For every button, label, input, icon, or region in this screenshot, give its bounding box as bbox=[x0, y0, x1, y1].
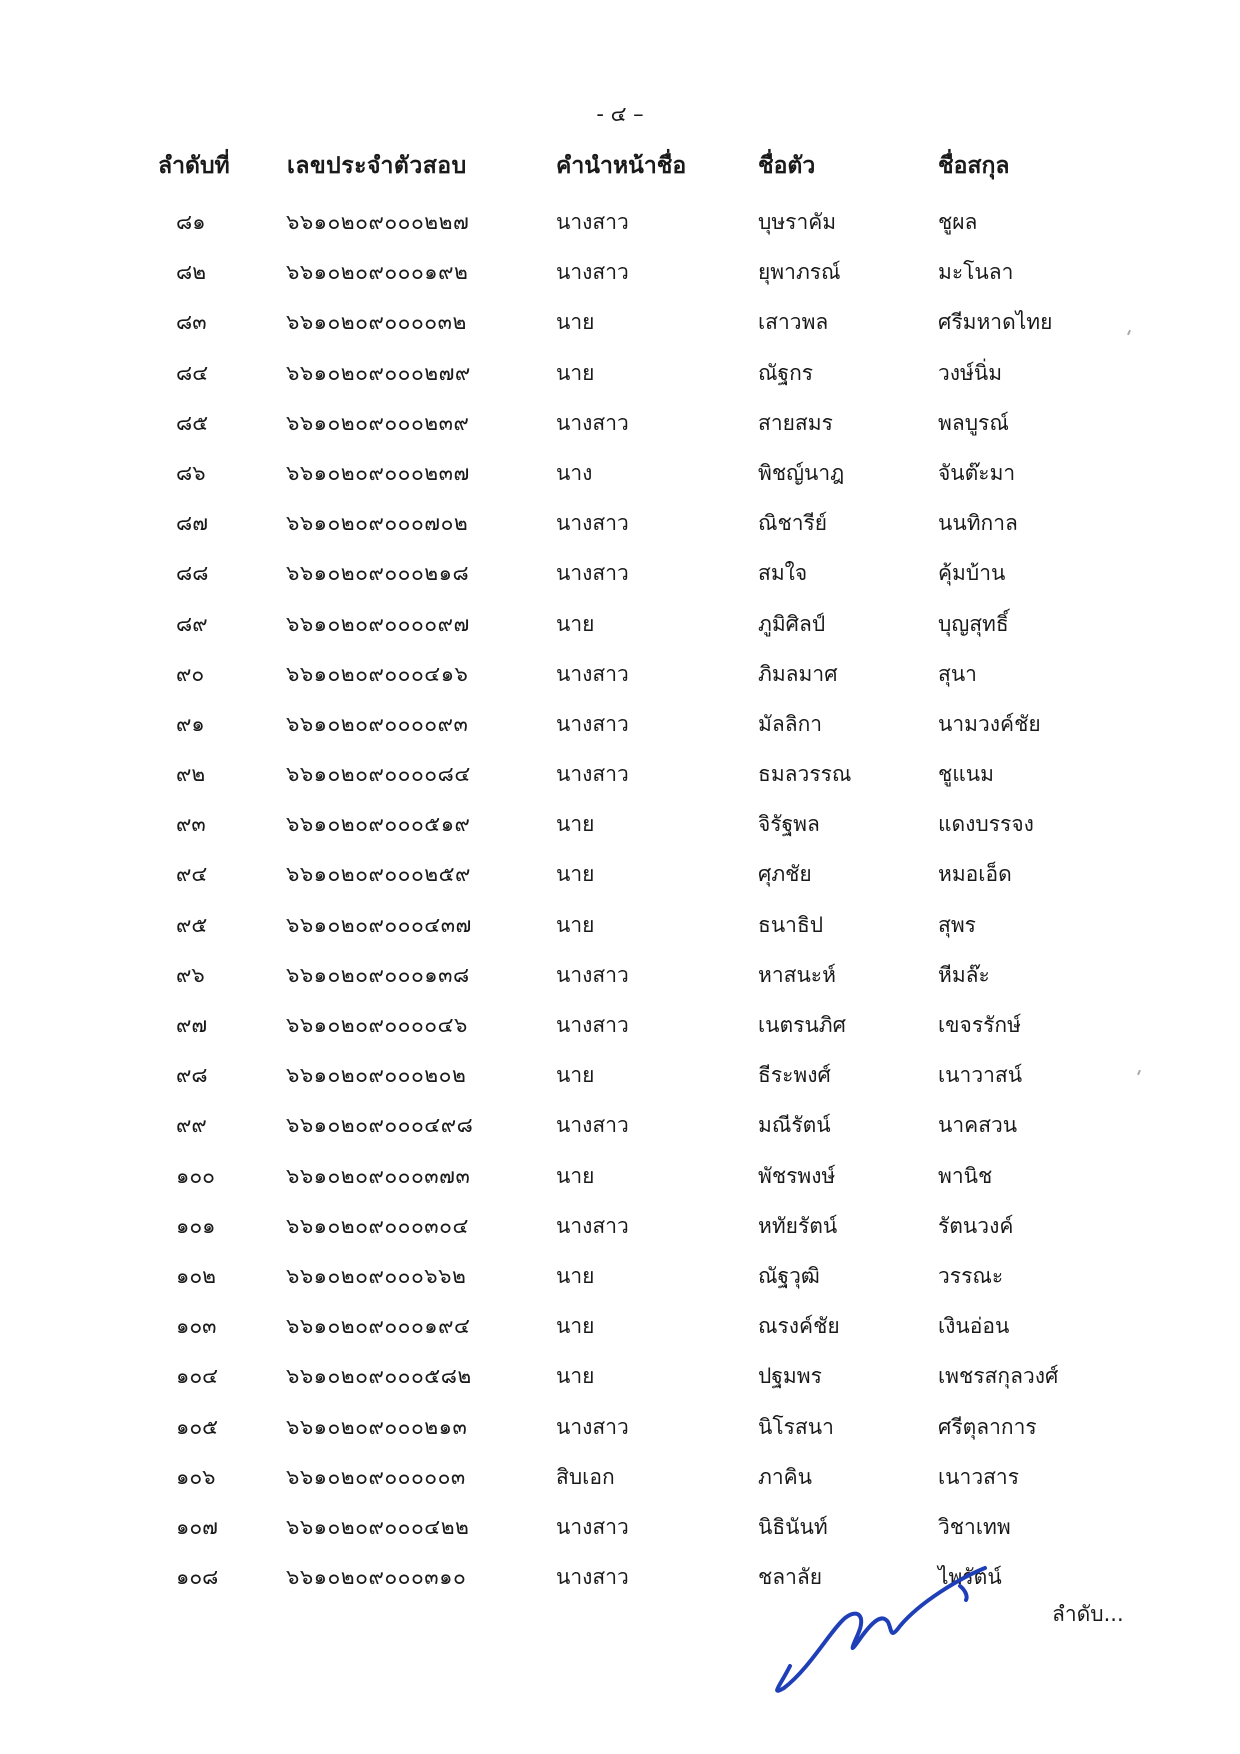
row-order: ๑๐๐ bbox=[176, 1163, 215, 1188]
row-first-name: ณรงค์ชัย bbox=[758, 1314, 840, 1339]
row-surname: เงินอ่อน bbox=[938, 1314, 1010, 1339]
row-title: นาย bbox=[556, 1163, 595, 1188]
row-exam-id: ๖๖๑๐๒๐๙๐๐๐๔๒๒ bbox=[286, 1514, 470, 1539]
row-surname: วิชาเทพ bbox=[938, 1514, 1011, 1539]
row-title: นางสาว bbox=[556, 1565, 629, 1590]
row-order: ๙๕ bbox=[176, 912, 208, 937]
row-surname: นามวงค์ชัย bbox=[938, 711, 1041, 736]
row-surname: พานิช bbox=[938, 1163, 993, 1188]
row-title: นางสาว bbox=[556, 962, 629, 987]
row-first-name: ธมลวรรณ bbox=[758, 762, 852, 787]
header-order: ลำดับที่ bbox=[158, 153, 230, 179]
table-row bbox=[0, 1403, 1240, 1453]
row-order: ๘๘ bbox=[176, 561, 209, 586]
row-surname: เนาวสาร bbox=[938, 1464, 1020, 1489]
row-order: ๙๒ bbox=[176, 762, 206, 787]
table-row bbox=[0, 1202, 1240, 1252]
row-title: นาย bbox=[556, 812, 595, 837]
row-title: นางสาว bbox=[556, 711, 629, 736]
row-order: ๘๕ bbox=[176, 410, 209, 435]
row-first-name: หาสนะห์ bbox=[758, 962, 836, 987]
row-first-name: มณีรัตน์ bbox=[758, 1113, 831, 1138]
row-exam-id: ๖๖๑๐๒๐๙๐๐๐๔๑๖ bbox=[286, 661, 469, 686]
table-row bbox=[0, 1252, 1240, 1302]
header-title: คำนำหน้าชื่อ bbox=[556, 153, 687, 179]
row-order: ๙๘ bbox=[176, 1063, 208, 1088]
row-first-name: มัลลิกา bbox=[758, 711, 823, 736]
table-row bbox=[0, 600, 1240, 650]
row-order: ๑๐๖ bbox=[176, 1464, 216, 1489]
row-surname: ศรีมหาดไทย bbox=[938, 310, 1053, 335]
row-first-name: หทัยรัตน์ bbox=[758, 1213, 838, 1238]
row-surname: พลบูรณ์ bbox=[938, 410, 1009, 435]
row-first-name: บุษราคัม bbox=[758, 210, 837, 234]
row-title: นาย bbox=[556, 1364, 595, 1389]
row-order: ๘๑ bbox=[176, 210, 206, 234]
row-first-name: ณิชารีย์ bbox=[758, 511, 828, 536]
row-title: นาย bbox=[556, 360, 595, 385]
header-surname: ชื่อสกุล bbox=[938, 153, 1010, 179]
row-surname: เพชรสกุลวงศ์ bbox=[938, 1364, 1059, 1389]
row-first-name: พัชรพงษ์ bbox=[758, 1163, 836, 1188]
row-exam-id: ๖๖๑๐๒๐๙๐๐๐๒๑๓ bbox=[286, 1414, 468, 1439]
row-surname: แดงบรรจง bbox=[938, 812, 1034, 837]
row-exam-id: ๖๖๑๐๒๐๙๐๐๐๗๐๒ bbox=[286, 511, 469, 536]
row-order: ๙๔ bbox=[176, 862, 208, 887]
table-row bbox=[0, 549, 1240, 599]
row-exam-id: ๖๖๑๐๒๐๙๐๐๐๑๓๘ bbox=[286, 962, 470, 987]
row-order: ๙๐ bbox=[176, 661, 205, 686]
row-first-name: ธนาธิป bbox=[758, 912, 824, 937]
row-surname: นนทิกาล bbox=[938, 511, 1018, 536]
row-first-name: ภิมลมาศ bbox=[758, 661, 838, 686]
table-row bbox=[0, 198, 1240, 248]
table-row bbox=[0, 1152, 1240, 1202]
signature-stroke bbox=[777, 1568, 985, 1691]
row-exam-id: ๖๖๑๐๒๐๙๐๐๐๐๔๖ bbox=[286, 1013, 468, 1037]
row-surname: หีมล๊ะ bbox=[938, 962, 990, 987]
row-title: นาย bbox=[556, 1314, 595, 1339]
row-title: นางสาว bbox=[556, 1113, 629, 1138]
continuation-label: ลำดับ... bbox=[1052, 1602, 1124, 1626]
row-exam-id: ๖๖๑๐๒๐๙๐๐๐๐๙๗ bbox=[286, 611, 470, 636]
row-order: ๙๓ bbox=[176, 812, 206, 837]
row-first-name: ภาคิน bbox=[758, 1464, 813, 1489]
row-first-name: นิธินันท์ bbox=[758, 1514, 828, 1539]
table-row bbox=[0, 750, 1240, 800]
page-number: - ๔ – bbox=[596, 102, 644, 126]
row-exam-id: ๖๖๑๐๒๐๙๐๐๐๖๖๒ bbox=[286, 1263, 467, 1288]
row-surname: สุนา bbox=[938, 661, 977, 686]
row-title: นางสาว bbox=[556, 561, 629, 586]
row-first-name: ชลาลัย bbox=[758, 1565, 823, 1590]
signature bbox=[770, 1556, 1030, 1696]
row-order: ๘๗ bbox=[176, 511, 208, 536]
row-exam-id: ๖๖๑๐๒๐๙๐๐๐๒๓๙ bbox=[286, 410, 470, 435]
row-title: นางสาว bbox=[556, 511, 629, 536]
row-order: ๑๐๒ bbox=[176, 1263, 216, 1288]
row-title: นางสาว bbox=[556, 1213, 629, 1238]
row-exam-id: ๖๖๑๐๒๐๙๐๐๐๒๓๗ bbox=[286, 460, 470, 485]
candidate-table bbox=[0, 140, 1240, 1603]
row-order: ๑๐๑ bbox=[176, 1213, 216, 1238]
row-surname: ศรีตุลาการ bbox=[938, 1414, 1037, 1439]
row-title: นาง bbox=[556, 460, 593, 485]
row-title: นาย bbox=[556, 862, 595, 887]
row-exam-id: ๖๖๑๐๒๐๙๐๐๐๐๓๒ bbox=[286, 310, 467, 335]
row-surname: หมอเอ็ด bbox=[938, 862, 1012, 887]
row-title: นางสาว bbox=[556, 1414, 629, 1439]
row-order: ๘๖ bbox=[176, 460, 206, 485]
row-exam-id: ๖๖๑๐๒๐๙๐๐๐๐๐๓ bbox=[286, 1464, 466, 1489]
table-row bbox=[0, 1001, 1240, 1051]
row-first-name: ณัฐกร bbox=[758, 360, 814, 385]
row-exam-id: ๖๖๑๐๒๐๙๐๐๐๓๐๔ bbox=[286, 1213, 469, 1238]
table-row bbox=[0, 1553, 1240, 1603]
header-exam-id: เลขประจำตัวสอบ bbox=[287, 153, 467, 179]
row-exam-id: ๖๖๑๐๒๐๙๐๐๐๐๙๓ bbox=[286, 711, 469, 736]
row-exam-id: ๖๖๑๐๒๐๙๐๐๐๒๑๘ bbox=[286, 561, 470, 586]
row-exam-id: ๖๖๑๐๒๐๙๐๐๐๒๒๗ bbox=[286, 210, 470, 234]
row-title: นางสาว bbox=[556, 410, 629, 435]
row-exam-id: ๖๖๑๐๒๐๙๐๐๐๔๙๘ bbox=[286, 1113, 474, 1138]
row-first-name: จิรัฐพล bbox=[758, 812, 820, 837]
table-row bbox=[0, 1453, 1240, 1503]
row-title: นางสาว bbox=[556, 260, 629, 285]
row-title: นาย bbox=[556, 1263, 595, 1288]
row-title: สิบเอก bbox=[556, 1464, 615, 1489]
row-title: นาย bbox=[556, 611, 595, 636]
row-first-name: ยุพาภรณ์ bbox=[758, 260, 841, 285]
row-first-name: นิโรสนา bbox=[758, 1414, 834, 1439]
row-first-name: ณัฐวุฒิ bbox=[758, 1263, 820, 1288]
row-exam-id: ๖๖๑๐๒๐๙๐๐๐๕๑๙ bbox=[286, 812, 471, 837]
row-surname: รัตนวงค์ bbox=[938, 1213, 1014, 1238]
row-order: ๑๐๓ bbox=[176, 1314, 217, 1339]
row-first-name: เสาวพล bbox=[758, 310, 829, 335]
row-first-name: สมใจ bbox=[758, 561, 808, 586]
row-order: ๘๔ bbox=[176, 360, 209, 385]
table-row bbox=[0, 248, 1240, 298]
row-order: ๘๙ bbox=[176, 611, 208, 636]
row-surname: เขจรรักษ์ bbox=[938, 1013, 1021, 1037]
row-order: ๘๒ bbox=[176, 260, 207, 285]
table-row bbox=[0, 399, 1240, 449]
row-surname: จันต๊ะมา bbox=[938, 460, 1016, 485]
header-first-name: ชื่อตัว bbox=[758, 153, 816, 179]
table-row bbox=[0, 650, 1240, 700]
table-header-row bbox=[0, 140, 1240, 198]
row-order: ๘๓ bbox=[176, 310, 207, 335]
table-row bbox=[0, 800, 1240, 850]
row-exam-id: ๖๖๑๐๒๐๙๐๐๐๓๗๓ bbox=[286, 1163, 471, 1188]
table-row bbox=[0, 850, 1240, 900]
table-row bbox=[0, 499, 1240, 549]
row-title: นางสาว bbox=[556, 661, 629, 686]
table-row bbox=[0, 901, 1240, 951]
row-title: นางสาว bbox=[556, 210, 629, 234]
row-exam-id: ๖๖๑๐๒๐๙๐๐๐๒๐๒ bbox=[286, 1063, 467, 1088]
table-row bbox=[0, 1101, 1240, 1151]
row-order: ๑๐๘ bbox=[176, 1565, 219, 1590]
table-row bbox=[0, 951, 1240, 1001]
row-first-name: ธีระพงศ์ bbox=[758, 1063, 831, 1088]
row-order: ๑๐๗ bbox=[176, 1514, 218, 1539]
row-order: ๙๙ bbox=[176, 1113, 207, 1138]
row-exam-id: ๖๖๑๐๒๐๙๐๐๐๔๓๗ bbox=[286, 912, 472, 937]
row-surname: วรรณะ bbox=[938, 1263, 1004, 1288]
row-title: นาย bbox=[556, 912, 595, 937]
row-exam-id: ๖๖๑๐๒๐๙๐๐๐๑๙๒ bbox=[286, 260, 469, 285]
row-exam-id: ๖๖๑๐๒๐๙๐๐๐๒๕๙ bbox=[286, 862, 471, 887]
row-title: นางสาว bbox=[556, 1514, 629, 1539]
row-surname: ไพรัตน์ bbox=[938, 1565, 1002, 1590]
row-first-name: พิชญ์นาฎ bbox=[758, 460, 845, 485]
row-surname: สุพร bbox=[938, 912, 976, 937]
row-exam-id: ๖๖๑๐๒๐๙๐๐๐๓๑๐ bbox=[286, 1565, 467, 1590]
row-exam-id: ๖๖๑๐๒๐๙๐๐๐๑๙๔ bbox=[286, 1314, 471, 1339]
row-exam-id: ๖๖๑๐๒๐๙๐๐๐๒๗๙ bbox=[286, 360, 471, 385]
table-row bbox=[0, 349, 1240, 399]
row-order: ๑๐๕ bbox=[176, 1414, 219, 1439]
row-surname: ชูแนม bbox=[938, 762, 994, 787]
row-surname: วงษ์นิ่ม bbox=[938, 360, 1003, 385]
row-surname: บุญสุทธิ์ bbox=[938, 611, 1009, 636]
row-surname: ชูผล bbox=[938, 210, 978, 234]
table-row bbox=[0, 1503, 1240, 1553]
row-surname: นาคสวน bbox=[938, 1113, 1018, 1138]
table-row bbox=[0, 449, 1240, 499]
row-exam-id: ๖๖๑๐๒๐๙๐๐๐๕๘๒ bbox=[286, 1364, 472, 1389]
table-row bbox=[0, 700, 1240, 750]
row-first-name: สายสมร bbox=[758, 410, 833, 435]
row-title: นาย bbox=[556, 1063, 595, 1088]
table-row bbox=[0, 1352, 1240, 1402]
row-title: นางสาว bbox=[556, 1013, 629, 1037]
row-first-name: เนตรนภิศ bbox=[758, 1013, 846, 1037]
row-exam-id: ๖๖๑๐๒๐๙๐๐๐๐๘๔ bbox=[286, 762, 471, 787]
row-title: นาย bbox=[556, 310, 595, 335]
row-order: ๙๗ bbox=[176, 1013, 208, 1037]
row-order: ๙๑ bbox=[176, 711, 205, 736]
row-surname: เนาวาสน์ bbox=[938, 1063, 1023, 1088]
table-row bbox=[0, 1051, 1240, 1101]
row-first-name: ปฐมพร bbox=[758, 1364, 822, 1389]
row-order: ๑๐๔ bbox=[176, 1364, 219, 1389]
row-order: ๙๖ bbox=[176, 962, 205, 987]
row-first-name: ศุภชัย bbox=[758, 862, 812, 887]
row-surname: คุ้มบ้าน bbox=[938, 561, 1006, 586]
row-title: นางสาว bbox=[556, 762, 629, 787]
table-body bbox=[0, 198, 1240, 1603]
table-row bbox=[0, 298, 1240, 348]
row-surname: มะโนลา bbox=[938, 260, 1014, 285]
table-row bbox=[0, 1302, 1240, 1352]
row-first-name: ภูมิศิลป์ bbox=[758, 611, 826, 636]
